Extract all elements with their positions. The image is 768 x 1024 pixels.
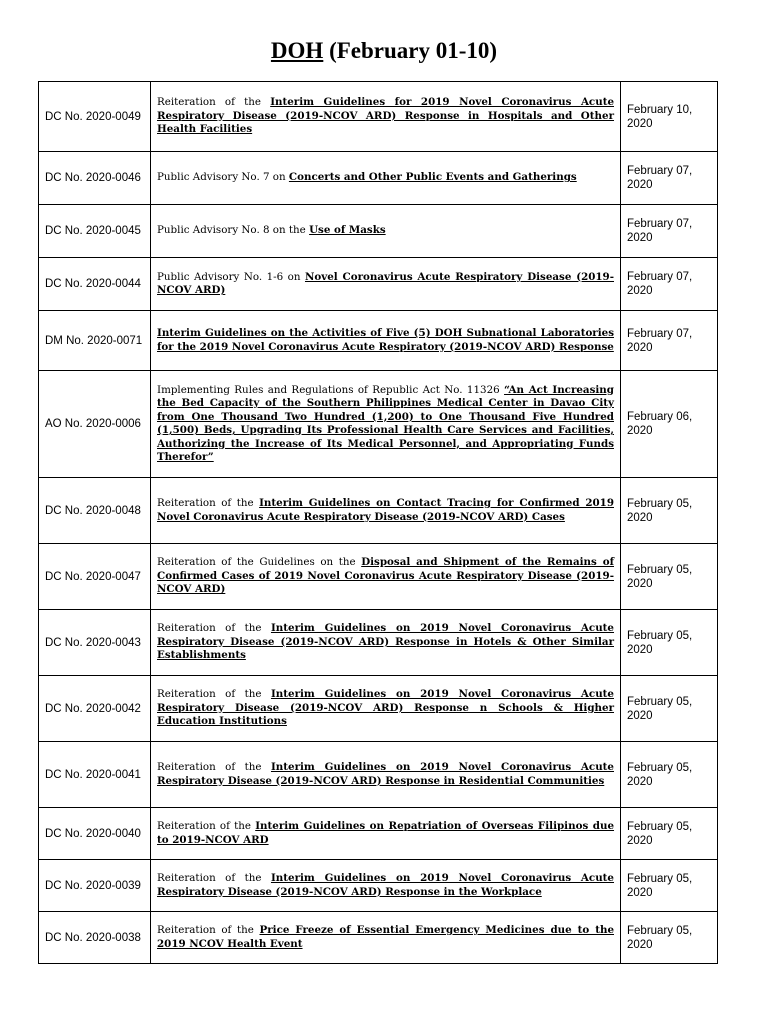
issuance-date: February 05, 2020 [621, 478, 718, 544]
issuance-description [151, 860, 621, 912]
issuance-date: February 05, 2020 [621, 610, 718, 676]
issuance-date: February 06, 2020 [621, 371, 718, 478]
table-row [39, 610, 718, 676]
description-title: “An Act Increasing the Bed Capacity of the Southern Philippines Medical Center in Davao City from One Thousand Two Hundred (1,200) to One Thousand Five Hundred (1,500) Beds, Upgrading Its Professional Health Care Services and Facilities, Authorizing the Increase of Its Medical Personnel, and Appropriating Funds Therefor” [157, 383, 614, 463]
table-row [39, 82, 718, 152]
table-row [39, 258, 718, 311]
description-prefix: Reiteration of the [157, 820, 256, 832]
table-row [39, 912, 718, 964]
issuance-date: February 07, 2020 [621, 311, 718, 371]
issuance-description [151, 912, 621, 964]
issuance-number: DC No. 2020-0042 [39, 676, 151, 742]
issuance-number: DC No. 2020-0044 [39, 258, 151, 311]
issuance-description [151, 82, 621, 152]
description-title: Disposal and Shipment of the Remains of Confirmed Cases of 2019 Novel Coronavirus Acute Respiratory Disease (2019-NCOV ARD) [157, 556, 614, 596]
table-row [39, 544, 718, 610]
issuance-number: DC No. 2020-0048 [39, 478, 151, 544]
issuance-description [151, 311, 621, 371]
issuance-number: DM No. 2020-0071 [39, 311, 151, 371]
issuance-date: February 05, 2020 [621, 912, 718, 964]
description-prefix: Public Advisory No. 8 on the [157, 224, 310, 237]
issuance-date: February 05, 2020 [621, 676, 718, 742]
description-title: Interim Guidelines on 2019 Novel Coronavirus Acute Respiratory Disease (2019-NCOV ARD) Response in Residential Communities [157, 761, 614, 787]
issuance-number: DC No. 2020-0041 [39, 742, 151, 808]
issuance-number: DC No. 2020-0047 [39, 544, 151, 610]
description-title: Interim Guidelines for 2019 Novel Coronavirus Acute Respiratory Disease (2019-NCOV ARD) Response in Hospitals and Other Health Facilities [157, 96, 614, 136]
issuance-description [151, 676, 621, 742]
issuance-description [151, 258, 621, 311]
issuance-date: February 07, 2020 [621, 205, 718, 258]
issuance-description [151, 371, 621, 478]
description-title: Use of Masks [309, 224, 386, 237]
issuance-number: DC No. 2020-0040 [39, 808, 151, 860]
table-row [39, 371, 718, 478]
description-title: Interim Guidelines on 2019 Novel Coronavirus Acute Respiratory Disease (2019-NCOV ARD) Response in Hotels & Other Similar Establishments [157, 622, 614, 662]
title-date-range: (February 01-10) [323, 38, 498, 63]
issuance-description [151, 544, 621, 610]
description-title: Interim Guidelines on the Activities of Five (5) DOH Subnational Laboratories for the 2019 Novel Coronavirus Acute Respiratory (2019-NCOV ARD) Response [157, 327, 614, 353]
issuance-date: February 05, 2020 [621, 808, 718, 860]
issuance-description [151, 610, 621, 676]
description-prefix: Reiteration of the [157, 761, 271, 773]
issuance-description [151, 478, 621, 544]
title-acronym: DOH [270, 38, 324, 63]
table-row [39, 742, 718, 808]
table-row [39, 676, 718, 742]
issuance-date: February 07, 2020 [621, 152, 718, 205]
description-prefix: Reiteration of the [157, 872, 271, 884]
description-prefix: Reiteration of the [157, 688, 271, 701]
issuance-number: DC No. 2020-0043 [39, 610, 151, 676]
issuance-number: DC No. 2020-0039 [39, 860, 151, 912]
description-title: Concerts and Other Public Events and Gatherings [288, 171, 577, 184]
issuance-date: February 07, 2020 [621, 258, 718, 311]
issuance-date: February 05, 2020 [621, 860, 718, 912]
table-row [39, 478, 718, 544]
description-prefix: Reiteration of the Guidelines on the [157, 556, 362, 569]
issuance-number: DC No. 2020-0049 [39, 82, 151, 152]
description-prefix: Implementing Rules and Regulations of Republic Act No. 11326 [157, 383, 505, 396]
issuance-date: February 05, 2020 [621, 544, 718, 610]
table-row [39, 152, 718, 205]
description-prefix: Public Advisory No. 1-6 on [157, 270, 305, 283]
table-row [39, 205, 718, 258]
description-title: Price Freeze of Essential Emergency Medicines due to the 2019 NCOV Health Event [157, 924, 614, 950]
table-row [39, 311, 718, 371]
issuance-number: DC No. 2020-0038 [39, 912, 151, 964]
description-title: Interim Guidelines on 2019 Novel Coronavirus Acute Respiratory Disease (2019-NCOV ARD) Response n Schools & Higher Education Institutions [157, 688, 614, 728]
description-prefix: Reiteration of the [157, 96, 271, 109]
issuance-number: DC No. 2020-0045 [39, 205, 151, 258]
issuance-date: February 05, 2020 [621, 742, 718, 808]
issuance-date: February 10, 2020 [621, 82, 718, 152]
description-prefix: Reiteration of the [157, 497, 260, 509]
description-prefix: Reiteration of the [157, 924, 260, 936]
table-row [39, 860, 718, 912]
issuance-description [151, 808, 621, 860]
description-title: Interim Guidelines on Repatriation of Overseas Filipinos due to 2019-NCOV ARD [157, 820, 615, 846]
issuance-table [38, 81, 718, 964]
issuance-number: DC No. 2020-0046 [39, 152, 151, 205]
page-title [0, 38, 768, 64]
description-title: Novel Coronavirus Acute Respiratory Disease (2019-NCOV ARD) [157, 270, 614, 296]
table-row [39, 808, 718, 860]
description-title: Interim Guidelines on 2019 Novel Coronavirus Acute Respiratory Disease (2019-NCOV ARD) Response in the Workplace [157, 872, 614, 898]
issuance-description [151, 205, 621, 258]
issuance-description [151, 152, 621, 205]
description-prefix: Reiteration of the [157, 622, 271, 635]
issuance-description [151, 742, 621, 808]
description-title: Interim Guidelines on Contact Tracing for Confirmed 2019 Novel Coronavirus Acute Respiratory Disease (2019-NCOV ARD) Cases [157, 497, 614, 523]
issuance-number: AO No. 2020-0006 [39, 371, 151, 478]
description-prefix: Public Advisory No. 7 on [157, 171, 289, 184]
